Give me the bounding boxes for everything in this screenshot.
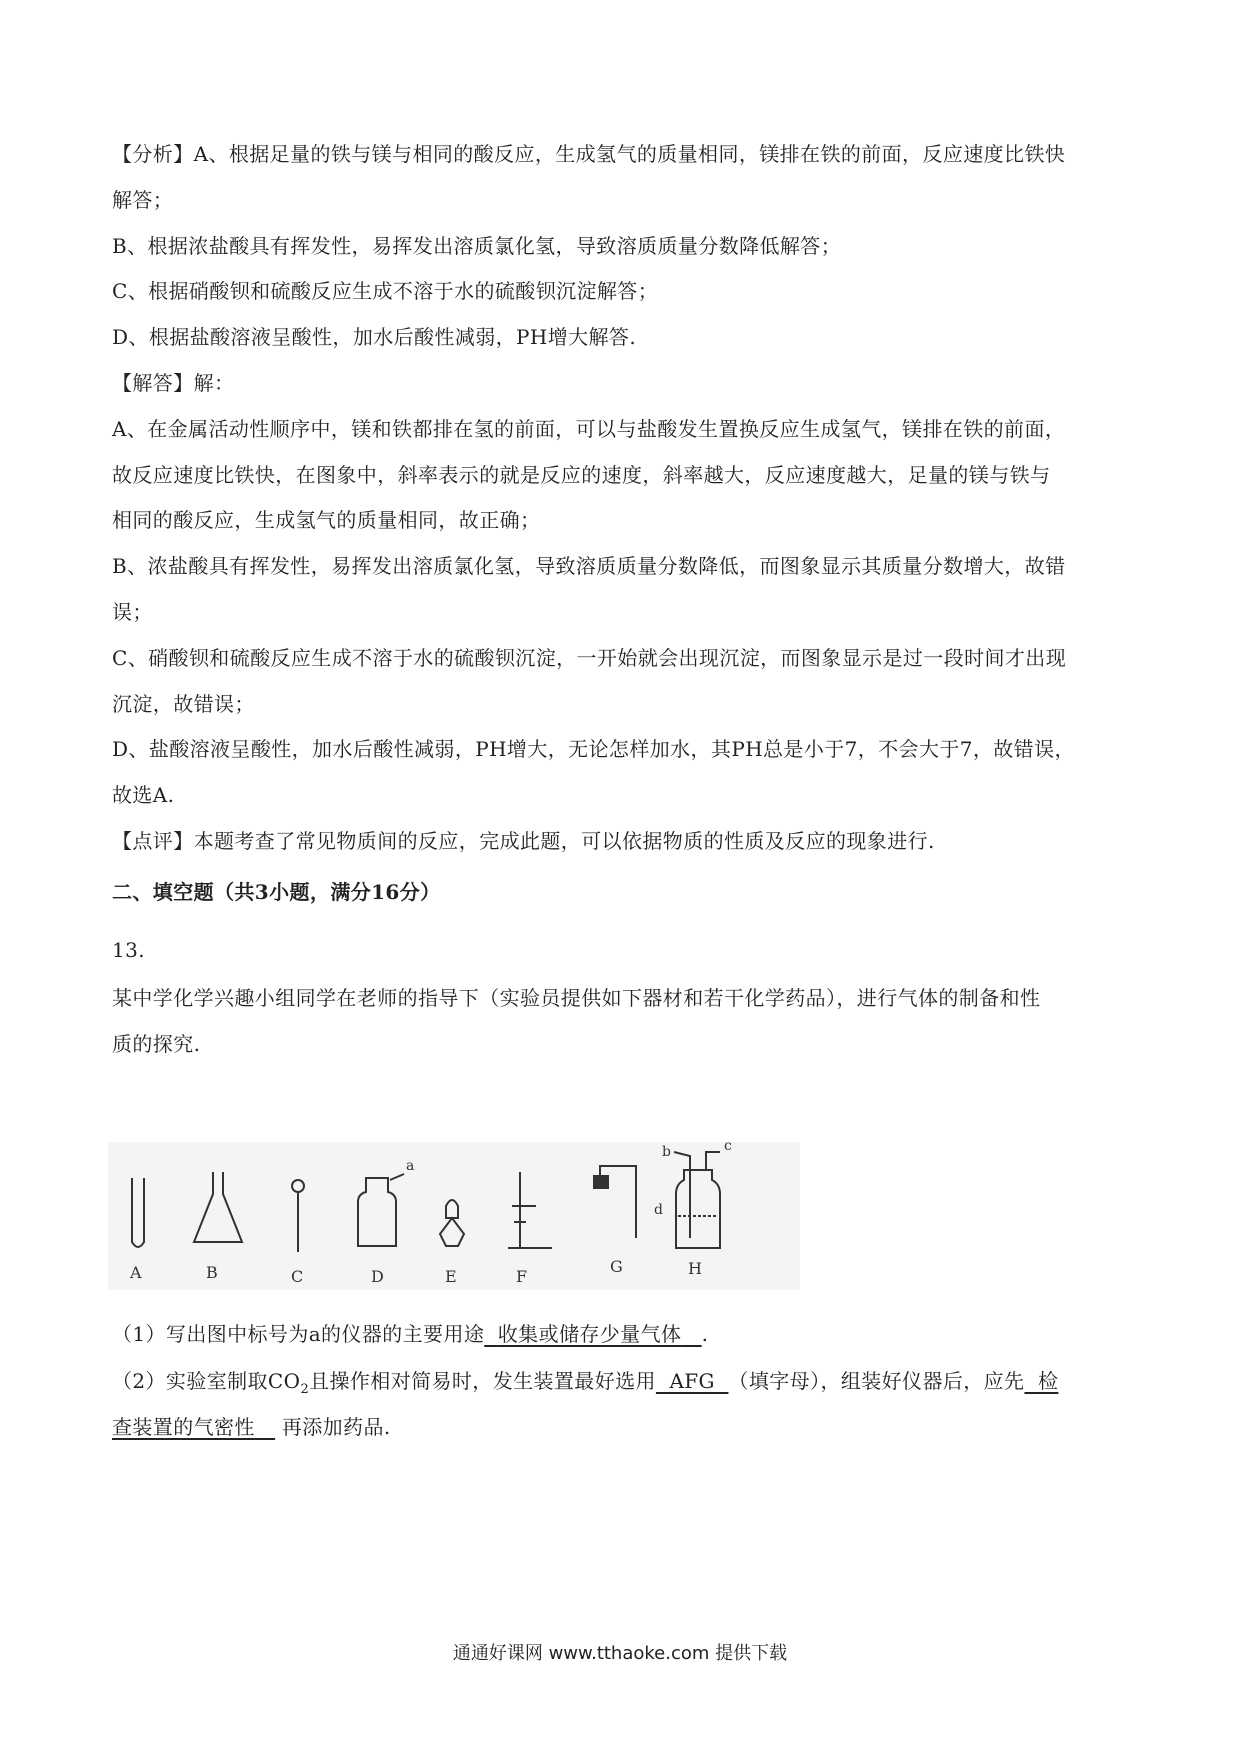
solution-d-line-2: 故选A. <box>112 783 175 807</box>
part-1-suffix: . <box>701 1322 709 1346</box>
stopper-tube-icon <box>594 1176 608 1188</box>
label-g: G <box>610 1257 623 1276</box>
callout-c: c <box>724 1142 732 1154</box>
comment: 【点评】本题考查了常见物质间的反应，完成此题，可以依据物质的性质及反应的现象进行. <box>112 829 935 853</box>
solution-b-line-2: 误； <box>112 600 153 624</box>
alcohol-lamp-icon <box>440 1218 464 1246</box>
part-1-prompt: （1）写出图中标号为a的仪器的主要用途 <box>112 1322 485 1346</box>
part-2-suffix: 再添加药品. <box>281 1415 391 1439</box>
part-2-line-2 <box>112 1413 391 1441</box>
part-1-answer <box>484 1322 701 1346</box>
page-footer: 通通好课网 www.tthaoke.com 提供下载 <box>452 1643 788 1664</box>
solution-c-line-1: C、硝酸钡和硫酸反应生成不溶于水的硫酸钡沉淀，一开始就会出现沉淀，而图象显示是过一段时间才出现 <box>112 646 1067 670</box>
solution-a-line-2: 故反应速度比铁快，在图象中，斜率表示的就是反应的速度，斜率越大，反应速度越大，足量的镁与铁与 <box>112 463 1051 487</box>
part-2-answer-2b-text: 查装置的气密性 <box>112 1415 255 1439</box>
part-1-answer-text: 收集或储存少量气体 <box>497 1322 682 1346</box>
label-h: H <box>688 1259 702 1278</box>
question-stem-line-2: 质的探究. <box>112 1032 201 1056</box>
part-2-answer-2a-text: 检 <box>1037 1369 1059 1393</box>
label-b: B <box>206 1263 218 1282</box>
apparatus-figure <box>108 1142 800 1290</box>
label-c: C <box>291 1267 304 1286</box>
solution-c-line-2: 沉淀，故错误； <box>112 692 255 716</box>
part-2-prompt: （2）实验室制取CO <box>112 1369 301 1393</box>
solution-b-line-1: B、浓盐酸具有挥发性，易挥发出溶质氯化氢，导致溶质质量分数降低，而图象显示其质量分数增大，故错 <box>112 554 1066 578</box>
burning-spoon-icon <box>292 1180 304 1192</box>
analysis-d: D、根据盐酸溶液呈酸性，加水后酸性减弱，PH增大解答. <box>112 325 637 349</box>
label-a: A <box>130 1263 142 1282</box>
section-heading: 二、填空题（共3小题，满分16分） <box>112 880 441 904</box>
solution-a-line-1: A、在金属活动性顺序中，镁和铁都排在氢的前面，可以与盐酸发生置换反应生成氢气，镁排在铁的前面， <box>112 417 1066 441</box>
test-tube-icon <box>132 1178 144 1247</box>
part-1-line <box>112 1320 708 1348</box>
question-stem-line-1: 某中学化学兴趣小组同学在老师的指导下（实验员提供如下器材和若干化学药品），进行气体的制备和性 <box>112 986 1041 1010</box>
apparatus-drawing <box>108 1142 800 1290</box>
solution-a-line-3: 相同的酸反应，生成氢气的质量相同，故正确； <box>112 508 541 532</box>
part-2-mid-2: （填字母），组装好仪器后，应先 <box>728 1369 1025 1393</box>
label-d: D <box>371 1267 384 1286</box>
gas-bottle-icon <box>358 1178 396 1246</box>
analysis-b: B、根据浓盐酸具有挥发性，易挥发出溶质氯化氢，导致溶质质量分数降低解答； <box>112 234 842 258</box>
callout-a: a <box>406 1158 415 1174</box>
label-f: F <box>516 1267 528 1286</box>
co2-subscript: 2 <box>300 1382 310 1397</box>
part-2-answer-1 <box>656 1369 729 1393</box>
label-e: E <box>445 1267 457 1286</box>
analysis-c: C、根据硝酸钡和硫酸反应生成不溶于水的硫酸钡沉淀解答； <box>112 279 659 303</box>
callout-d: d <box>654 1202 663 1218</box>
question-number: 13. <box>112 938 146 962</box>
part-2-mid-1: 且操作相对简易时，发生装置最好选用 <box>309 1369 656 1393</box>
part-2-answer-1-text: AFG <box>669 1369 715 1393</box>
part-2-answer-2a <box>1024 1369 1058 1393</box>
analysis-line-2: 解答； <box>112 188 174 212</box>
part-2-line-1 <box>112 1367 1058 1404</box>
analysis-line-1: 【分析】A、根据足量的铁与镁与相同的酸反应，生成氢气的质量相同，镁排在铁的前面，反应速度比铁快 <box>112 142 1066 166</box>
wash-bottle-icon <box>676 1170 720 1248</box>
solution-d-line-1: D、盐酸溶液呈酸性，加水后酸性减弱，PH增大，无论怎样加水，其PH总是小于7，不会大于7，故错误， <box>112 737 1075 761</box>
callout-b: b <box>662 1144 671 1160</box>
solution-heading: 【解答】解： <box>112 371 235 395</box>
part-2-answer-2b <box>112 1415 275 1439</box>
conical-flask-icon <box>194 1172 242 1242</box>
